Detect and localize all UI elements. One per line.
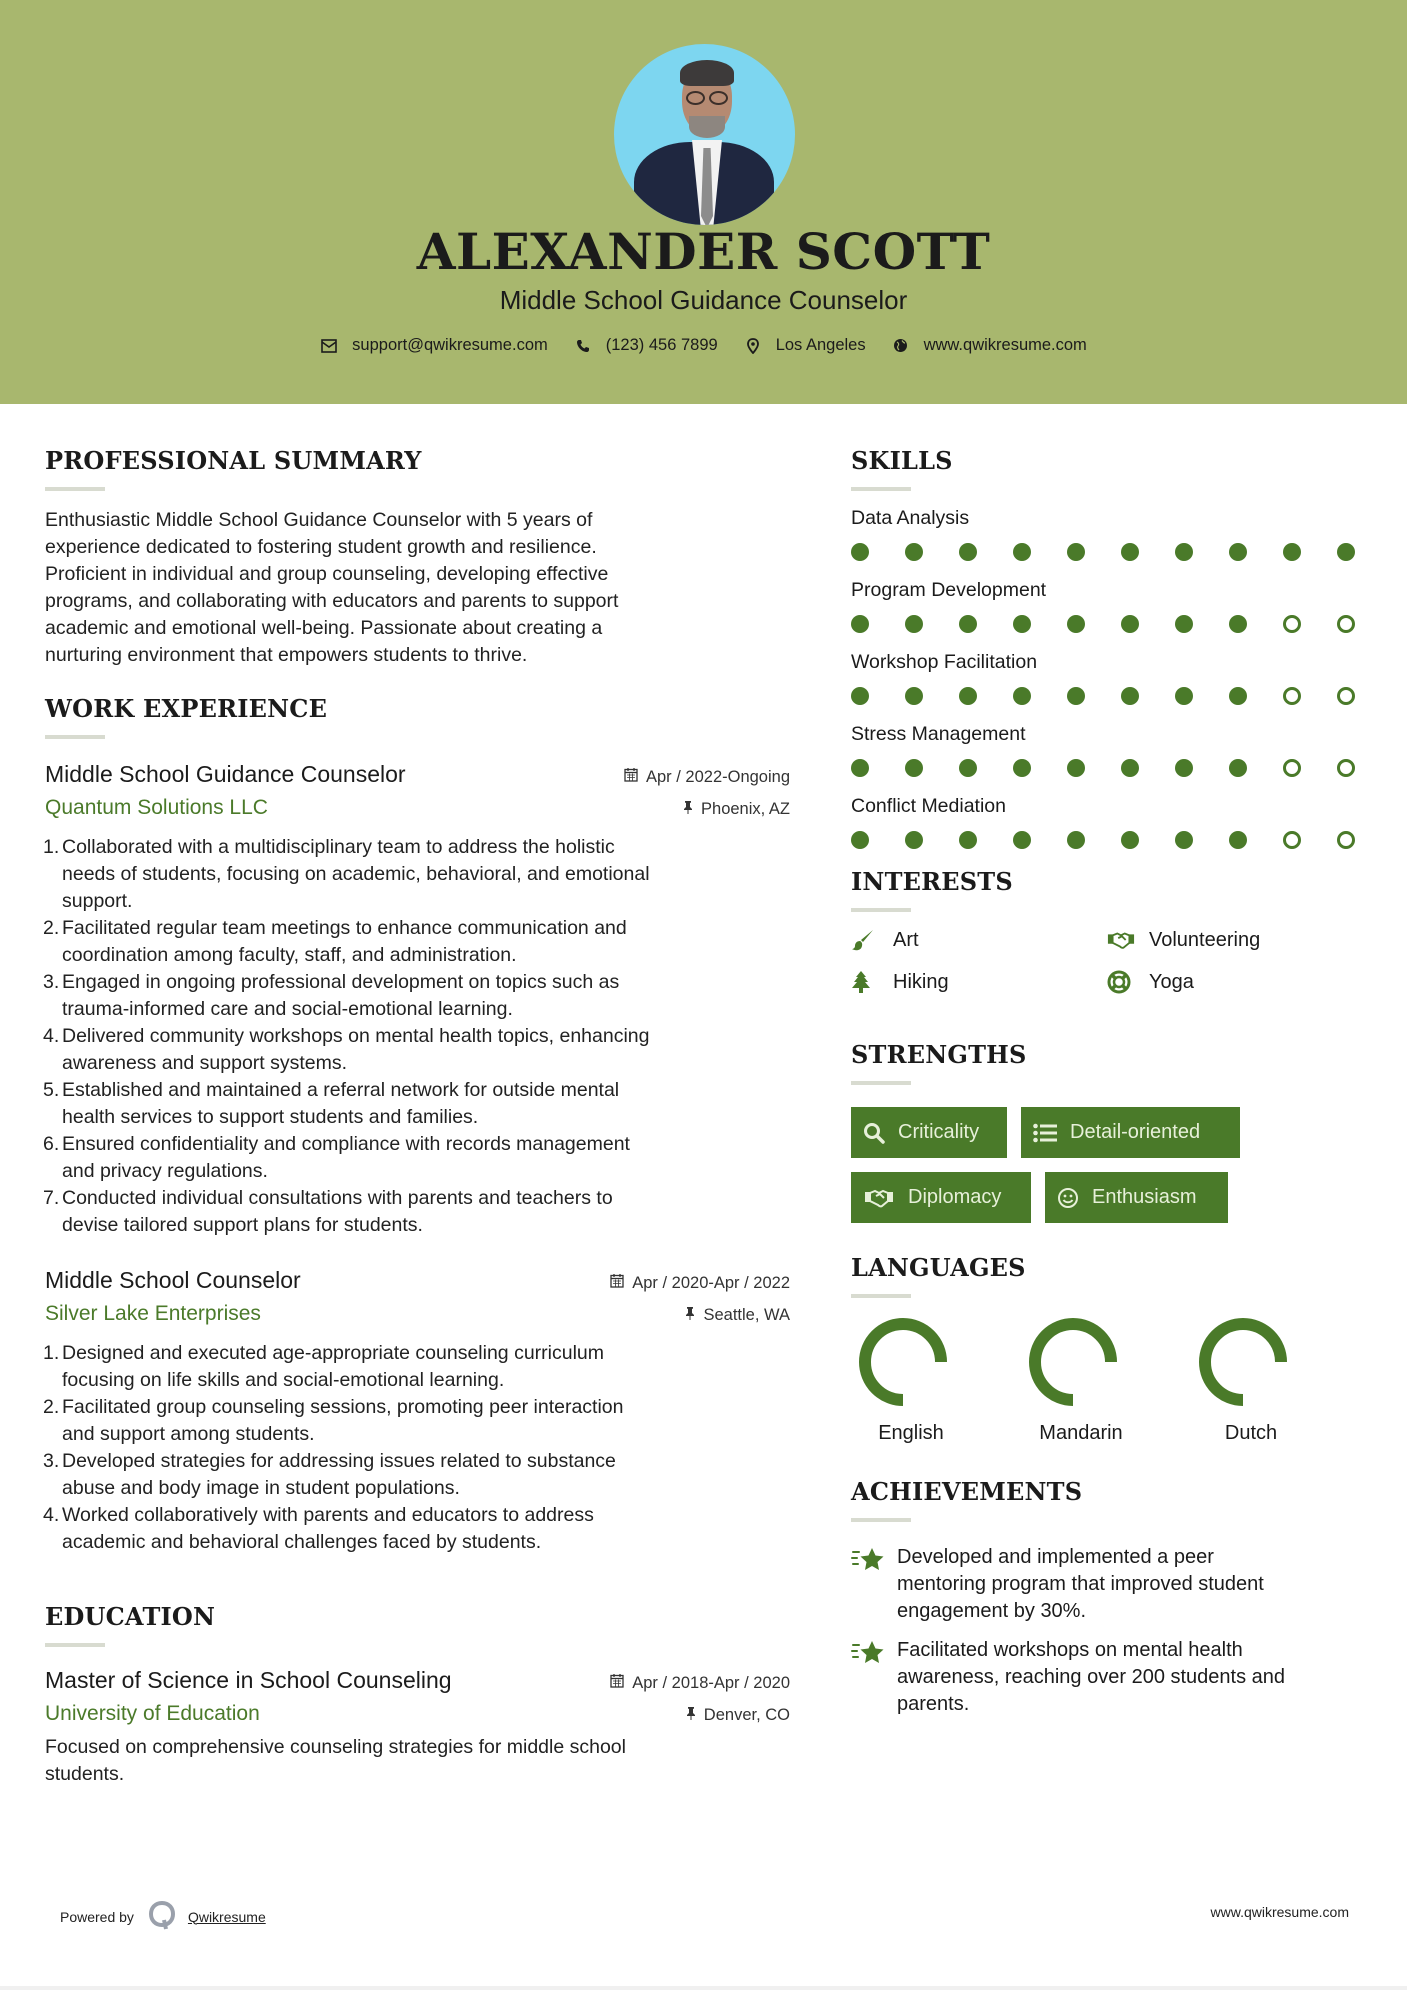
skill-rating <box>851 687 1355 705</box>
contact-bar <box>0 336 1407 355</box>
section-title: PROFESSIONAL SUMMARY <box>45 446 422 475</box>
summary-text: Enthusiastic Middle School Guidance Counselor with 5 years of experience dedicated to fostering student growth and resilience. Proficient in individual and group counseling, developing effective programs, and collaborating with educators and parents to support academic and emotional well-being. Passionate about creating a nurturing environment that empowers students to thrive. <box>45 509 619 666</box>
pushpin-icon <box>685 1306 695 1325</box>
list-item: 4. Delivered community workshops on mental health topics, enhancing awareness and support systems. <box>43 1025 650 1074</box>
filled-dot <box>1175 831 1193 849</box>
filled-dot <box>1337 543 1355 561</box>
calendar-icon <box>610 1273 624 1293</box>
filled-dot <box>959 831 977 849</box>
tree-icon <box>851 970 879 994</box>
skill-rating <box>851 831 1355 849</box>
filled-dot <box>1175 615 1193 633</box>
job-date: Apr / 2020-Apr / 2022 <box>610 1273 790 1293</box>
skill-item <box>851 651 1371 705</box>
calendar-icon <box>610 1673 624 1693</box>
section-divider <box>45 735 105 739</box>
section-title: STRENGTHS <box>851 1040 1027 1069</box>
map-marker-icon <box>744 337 762 355</box>
language-item <box>1021 1316 1191 1445</box>
header-banner <box>0 0 1407 404</box>
filled-dot <box>1229 687 1247 705</box>
achievement-item: Facilitated workshops on mental health awareness, reaching over 200 students and parents. <box>851 1637 1371 1718</box>
filled-dot <box>1121 687 1139 705</box>
section-divider <box>851 1518 911 1522</box>
filled-dot <box>851 543 869 561</box>
work-experience-section <box>45 694 790 1556</box>
page-bottom-border <box>0 1986 1407 1990</box>
interest-item: Yoga <box>1107 970 1363 994</box>
company-name: Silver Lake Enterprises <box>45 1302 261 1325</box>
filled-dot <box>1229 759 1247 777</box>
strengths-section <box>851 1040 1371 1223</box>
filled-dot <box>905 615 923 633</box>
interest-item: Hiking <box>851 970 1107 994</box>
empty-dot <box>1283 615 1301 633</box>
language-item <box>851 1316 1021 1445</box>
filled-dot <box>1067 615 1085 633</box>
powered-by-label: Powered by <box>60 1908 134 1925</box>
filled-dot <box>959 687 977 705</box>
skill-name: Conflict Mediation <box>851 795 1006 817</box>
filled-dot <box>959 543 977 561</box>
globe-icon <box>892 337 910 355</box>
empty-dot <box>1337 687 1355 705</box>
list-item: 1. Collaborated with a multidisciplinary team to address the holistic needs of students, focusing on academic, behavioral, and emotional support. <box>43 836 650 912</box>
filled-dot <box>1067 543 1085 561</box>
phone-icon <box>574 337 592 355</box>
list-item: 4. Worked collaboratively with parents and educators to address academic and behavioral challenges faced by students. <box>43 1504 594 1553</box>
skill-rating <box>851 543 1355 561</box>
achievement-item: Developed and implemented a peer mentoring program that improved student engagement by 30%. <box>851 1544 1371 1625</box>
proficiency-ring <box>1027 1316 1119 1408</box>
filled-dot <box>959 615 977 633</box>
section-divider <box>45 1643 105 1647</box>
job-responsibilities <box>45 1340 790 1556</box>
filled-dot <box>1067 687 1085 705</box>
strengths-list <box>851 1107 1371 1223</box>
job-location: Seattle, WA <box>685 1306 790 1325</box>
skill-rating <box>851 759 1355 777</box>
filled-dot <box>851 687 869 705</box>
proficiency-ring <box>1197 1316 1289 1408</box>
filled-dot <box>1121 615 1139 633</box>
empty-dot <box>1337 831 1355 849</box>
filled-dot <box>1013 615 1031 633</box>
degree-name: Master of Science in School Counseling <box>45 1667 452 1693</box>
filled-dot <box>905 687 923 705</box>
filled-dot <box>1121 759 1139 777</box>
section-divider <box>851 1081 911 1085</box>
skill-name: Stress Management <box>851 723 1026 745</box>
pushpin-icon <box>683 800 693 819</box>
filled-dot <box>1175 759 1193 777</box>
skill-name: Workshop Facilitation <box>851 651 1038 673</box>
strength-badge: Diplomacy <box>851 1172 1031 1223</box>
filled-dot <box>905 759 923 777</box>
empty-dot <box>1337 615 1355 633</box>
section-title: LANGUAGES <box>851 1253 1026 1282</box>
job-title: Middle School Guidance Counselor <box>499 285 908 315</box>
language-name: Mandarin <box>1039 1422 1123 1444</box>
section-title: EDUCATION <box>45 1602 216 1631</box>
filled-dot <box>851 759 869 777</box>
filled-dot <box>851 615 869 633</box>
education-entry <box>45 1667 790 1788</box>
school-name: University of Education <box>45 1702 260 1725</box>
professional-summary-section <box>45 446 790 669</box>
envelope-icon <box>320 337 338 355</box>
section-divider <box>45 487 105 491</box>
profile-photo <box>614 44 795 225</box>
filled-dot <box>1013 687 1031 705</box>
education-description: Focused on comprehensive counseling strategies for middle school students. <box>45 1736 626 1785</box>
list-item: 2. Facilitated group counseling sessions, promoting peer interaction and support among students. <box>43 1396 624 1445</box>
contact-phone[interactable] <box>574 336 718 355</box>
filled-dot <box>1229 543 1247 561</box>
job-responsibilities <box>45 834 790 1239</box>
list-icon <box>1033 1123 1057 1143</box>
strength-badge: Detail-oriented <box>1021 1107 1240 1158</box>
phone-text: (123) 456 7899 <box>605 336 718 354</box>
list-item: 5. Established and maintained a referral network for outside mental health services to support students and families. <box>43 1079 620 1128</box>
qwikresume-logo-icon <box>148 1900 176 1933</box>
life-ring-icon <box>1107 970 1135 994</box>
filled-dot <box>1121 831 1139 849</box>
languages-section <box>851 1253 1371 1445</box>
strength-badge: Enthusiasm <box>1045 1172 1228 1223</box>
filled-dot <box>959 759 977 777</box>
language-name: English <box>878 1422 944 1444</box>
skill-item <box>851 723 1371 777</box>
search-icon <box>863 1122 885 1144</box>
section-title: SKILLS <box>851 446 953 475</box>
section-divider <box>851 1294 911 1298</box>
filled-dot <box>1013 759 1031 777</box>
candidate-name: ALEXANDER SCOTT <box>416 222 991 281</box>
education-location: Denver, CO <box>686 1706 790 1725</box>
skill-item <box>851 795 1371 849</box>
filled-dot <box>851 831 869 849</box>
filled-dot <box>1229 831 1247 849</box>
filled-dot <box>905 831 923 849</box>
interests-section <box>851 867 1371 994</box>
achievements-section <box>851 1477 1371 1718</box>
section-divider <box>851 487 911 491</box>
skill-rating <box>851 615 1355 633</box>
proficiency-ring <box>857 1316 949 1408</box>
filled-dot <box>1175 687 1193 705</box>
empty-dot <box>1337 759 1355 777</box>
filled-dot <box>1067 831 1085 849</box>
skill-name: Program Development <box>851 579 1047 601</box>
strength-badge: Criticality <box>851 1107 1007 1158</box>
contact-location <box>744 336 866 355</box>
list-item: 7. Conducted individual consultations with parents and teachers to devise tailored support plans for students. <box>43 1187 613 1236</box>
interests-list <box>851 928 1371 994</box>
smile-icon <box>1057 1187 1079 1209</box>
job-entry <box>45 761 790 1239</box>
handshake-icon <box>863 1188 895 1208</box>
language-item <box>1191 1316 1361 1445</box>
education-section <box>45 1602 790 1788</box>
job-role: Middle School Guidance Counselor <box>45 761 406 787</box>
filled-dot <box>1013 543 1031 561</box>
job-role: Middle School Counselor <box>45 1267 301 1293</box>
job-date: Apr / 2022-Ongoing <box>624 767 790 787</box>
filled-dot <box>1121 543 1139 561</box>
empty-dot <box>1283 759 1301 777</box>
list-item: 2. Facilitated regular team meetings to enhance communication and coordination among faculty, staff, and administration. <box>43 917 627 966</box>
right-column <box>851 404 1371 1730</box>
footer-website-link[interactable]: www.qwikresume.com <box>1210 1904 1349 1920</box>
skills-list <box>851 507 1371 849</box>
handshake-icon <box>1107 928 1135 952</box>
contact-email[interactable] <box>320 336 548 355</box>
list-item: 3. Engaged in ongoing professional development on topics such as trauma-informed care and social-emotional learning. <box>43 971 620 1020</box>
section-title: INTERESTS <box>851 867 1013 896</box>
qwikresume-link[interactable]: Qwikresume <box>187 1908 266 1925</box>
education-date: Apr / 2018-Apr / 2020 <box>610 1673 790 1693</box>
calendar-icon <box>624 767 638 787</box>
section-title: WORK EXPERIENCE <box>45 694 328 723</box>
left-column <box>45 404 790 1788</box>
skill-name: Data Analysis <box>851 507 970 529</box>
language-name: Dutch <box>1224 1422 1278 1444</box>
filled-dot <box>1229 615 1247 633</box>
company-name: Quantum Solutions LLC <box>45 796 268 819</box>
contact-website[interactable] <box>892 336 1087 355</box>
empty-dot <box>1283 831 1301 849</box>
list-item: 1. Designed and executed age-appropriate counseling curriculum focusing on life skills and social-emotional learning. <box>43 1342 605 1391</box>
empty-dot <box>1283 687 1301 705</box>
footer-powered-by <box>60 1900 266 1933</box>
list-item: 6. Ensured confidentiality and compliance with records management and privacy regulations. <box>43 1133 630 1182</box>
star-icon <box>851 1639 885 1669</box>
email-text: support@qwikresume.com <box>352 336 548 354</box>
website-text: www.qwikresume.com <box>923 336 1087 354</box>
pushpin-icon <box>686 1706 696 1725</box>
filled-dot <box>1067 759 1085 777</box>
filled-dot <box>905 543 923 561</box>
filled-dot <box>1283 543 1301 561</box>
section-divider <box>851 908 911 912</box>
interest-item: Volunteering <box>1107 928 1363 952</box>
paintbrush-icon <box>851 928 879 952</box>
job-entry <box>45 1267 790 1556</box>
skills-section <box>851 446 1371 849</box>
job-location: Phoenix, AZ <box>683 800 790 819</box>
location-text: Los Angeles <box>775 336 866 354</box>
list-item: 3. Developed strategies for addressing issues related to substance abuse and body image in student populations. <box>43 1450 616 1499</box>
filled-dot <box>1013 831 1031 849</box>
filled-dot <box>1175 543 1193 561</box>
interest-item: Art <box>851 928 1107 952</box>
section-title: ACHIEVEMENTS <box>851 1477 1083 1506</box>
skill-item <box>851 507 1371 561</box>
star-icon <box>851 1546 885 1576</box>
skill-item <box>851 579 1371 633</box>
languages-list <box>851 1316 1371 1445</box>
